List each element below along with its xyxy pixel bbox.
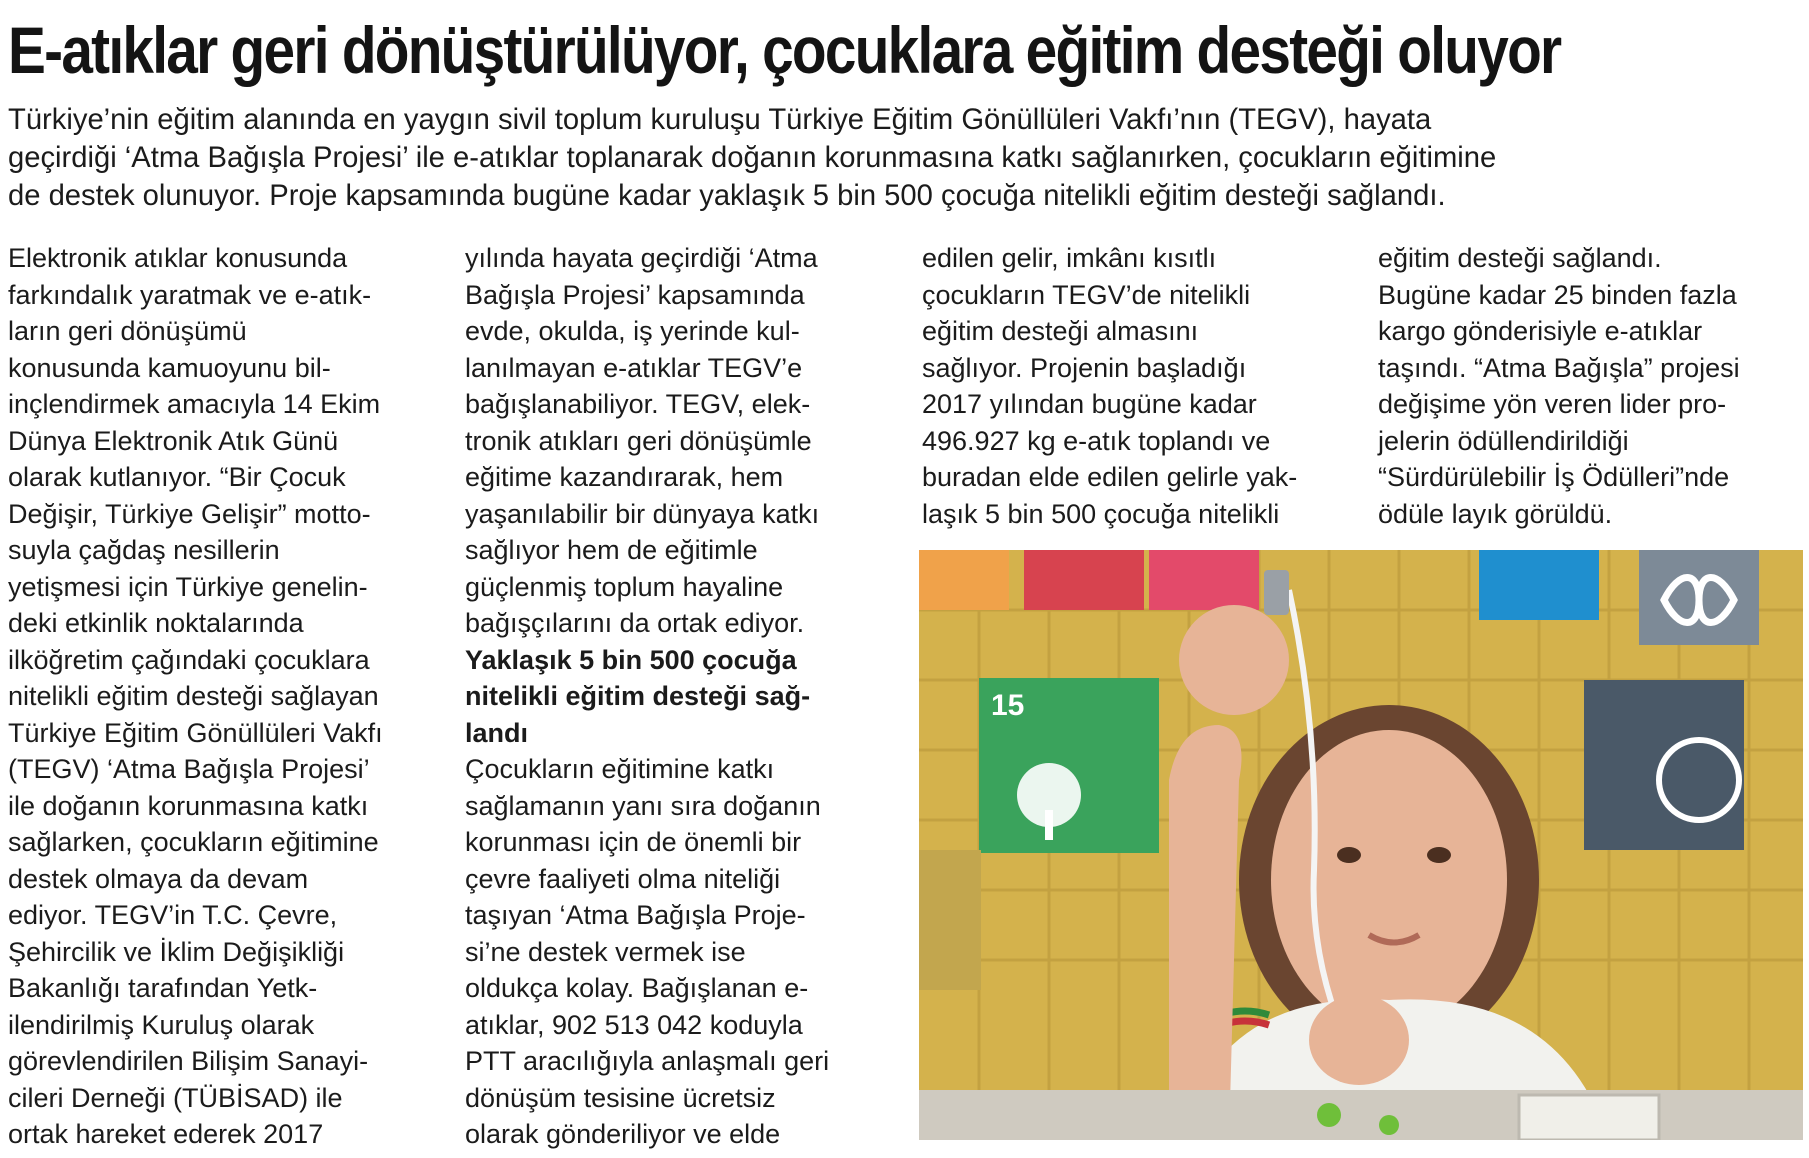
text-line: dönüşüm tesisine ücretsiz — [465, 1082, 776, 1113]
headline: E-atıklar geri dönüştürülüyor, çocuklara eğitim desteği oluyor — [8, 13, 1561, 87]
body-column-2 — [465, 240, 905, 1153]
text-line: atıklar, 902 513 042 koduyla — [465, 1009, 803, 1040]
text-line: 496.927 kg e-atık toplandı ve — [922, 425, 1271, 456]
text-line: Bağışla Projesi’ kapsamında — [465, 279, 805, 310]
text-line: ortak hareket ederek 2017 — [8, 1119, 324, 1149]
text-line: ların geri dönüşümü — [8, 316, 247, 346]
text-line: destek olmaya da devam — [8, 863, 309, 894]
text-line: taşıyan ‘Atma Bağışla Proje- — [465, 900, 806, 930]
text-line: olarak gönderiliyor ve elde — [465, 1119, 781, 1149]
text-line: yılında hayata geçirdiği ‘Atma — [465, 243, 818, 273]
text-line: “Sürdürülebilir İş Ödülleri”nde — [1378, 462, 1730, 492]
text-line: Elektronik atıklar konusunda — [8, 243, 348, 273]
text-line: (TEGV) ‘Atma Bağışla Projesi’ — [8, 754, 370, 784]
text-line: sağlıyor hem de eğitimle — [465, 535, 758, 565]
text-line: Yaklaşık 5 bin 500 çocuğa — [465, 644, 797, 675]
text-line: PTT aracılığıyla anlaşmalı geri — [465, 1046, 830, 1076]
text-line: taşındı. “Atma Bağışla” projesi — [1378, 352, 1740, 383]
text-line: eğitime kazandırarak, hem — [465, 462, 784, 492]
article-photo — [919, 550, 1803, 1140]
text-line: korunması için de önemli bir — [465, 827, 802, 857]
text-line: güçlenmiş toplum hayaline — [465, 571, 784, 602]
text-line: farkındalık yaratmak ve e-atık- — [8, 279, 372, 310]
column-2-text-top — [465, 240, 905, 642]
text-line: nitelikli eğitim desteği sağlayan — [8, 681, 379, 711]
text-line: Türkiye Eğitim Gönüllüleri Vakfı — [8, 717, 383, 748]
text-line: görevlendirilen Bilişim Sanayi- — [8, 1046, 369, 1076]
text-line: eğitim desteği sağlandı. — [1378, 243, 1662, 273]
text-line: nitelikli eğitim desteği sağ- — [465, 681, 811, 711]
text-line: Türkiye’nin eğitim alanında en yaygın sivil toplum kuruluşu Türkiye Eğitim Gönüllüleri Vakfı’nın (TEGV), hayata — [8, 104, 1432, 136]
cable-plug — [1264, 570, 1289, 615]
text-line: Bugüne kadar 25 binden fazla — [1378, 279, 1737, 310]
text-line: bağışlanabiliyor. TEGV, elek- — [465, 389, 811, 419]
child-hand — [1179, 605, 1289, 715]
text-line: cileri Derneği (TÜBİSAD) ile — [8, 1082, 343, 1113]
text-line: inçlendirmek amacıyla 14 Ekim — [8, 389, 381, 419]
child-other-hand — [1309, 995, 1409, 1085]
poster-pink — [1149, 550, 1259, 610]
text-line: suyla çağdaş nesillerin — [8, 535, 280, 565]
child-face — [1271, 730, 1507, 1030]
lead-paragraph — [8, 101, 1800, 215]
poster-blue — [1479, 550, 1599, 620]
text-line: bağışçılarını da ortak ediyor. — [465, 608, 805, 638]
text-line: ilendirilmiş Kuruluş olarak — [8, 1009, 315, 1040]
column-2-text-bottom — [465, 751, 905, 1153]
text-line: de destek olunuyor. Proje kapsamında bugüne kadar yaklaşık 5 bin 500 çocuğa nitelikli eğitim desteği sağlandı. — [8, 180, 1446, 212]
text-line: Değişir, Türkiye Gelişir” motto- — [8, 498, 371, 529]
text-line: si’ne destek vermek ise — [465, 936, 746, 967]
text-line: yaşanılabilir bir dünyaya katkı — [465, 498, 820, 529]
text-line: sağlarken, çocukların eğitimine — [8, 827, 379, 857]
poster-red — [1024, 550, 1144, 610]
text-line: oldukça kolay. Bağışlanan e- — [465, 973, 809, 1003]
text-line: yetişmesi için Türkiye genelin- — [8, 571, 368, 602]
text-line: Dünya Elektronik Atık Günü — [8, 425, 339, 456]
text-line: 2017 yılından bugüne kadar — [922, 389, 1257, 419]
text-line: edilen gelir, imkânı kısıtlı — [922, 243, 1217, 273]
text-line: ödüle layık görüldü. — [1378, 498, 1613, 529]
text-line: deki etkinlik noktalarında — [8, 608, 304, 638]
text-line: kargo gönderisiyle e-atıklar — [1378, 316, 1703, 346]
text-line: olarak kutlanıyor. “Bir Çocuk — [8, 462, 346, 492]
text-line: sağlamanın yanı sıra doğanın — [465, 790, 821, 821]
child-arm — [1169, 725, 1242, 1140]
text-line: Şehircilik ve İklim Değişikliği — [8, 936, 345, 967]
subheading — [465, 642, 905, 752]
text-line: geçirdiği ‘Atma Bağışla Projesi’ ile e-atıklar toplanarak doğanın korunmasına katkı sağlanırken, çocukların eğitimine — [8, 142, 1497, 174]
text-line: Çocukların eğitimine katkı — [465, 754, 775, 784]
text-line: Bakanlığı tarafından Yetk- — [8, 973, 318, 1003]
text-line: eğitim desteği almasını — [922, 316, 1199, 346]
text-line: buradan elde edilen gelirle yak- — [922, 462, 1298, 492]
body-column-4 — [1378, 240, 1798, 532]
text-line: değişime yön veren lider pro- — [1378, 389, 1727, 419]
text-line: çocukların TEGV’de nitelikli — [922, 279, 1251, 310]
child-with-cable-illustration — [919, 550, 1803, 1140]
text-line: jelerin ödüllendirildiği — [1378, 425, 1629, 456]
poster-orange — [919, 550, 1009, 610]
text-line: ile doğanın korunmasına katkı — [8, 790, 369, 821]
text-line: lanılmayan e-atıklar TEGV’e — [465, 352, 803, 383]
text-line: evde, okulda, iş yerinde kul- — [465, 316, 800, 346]
text-line: ilköğretim çağındaki çocuklara — [8, 644, 370, 675]
text-line: tronik atıkları geri dönüşümle — [465, 425, 812, 456]
poster-number: 15 — [991, 689, 1025, 722]
text-line: konusunda kamuoyunu bil- — [8, 352, 331, 383]
body-column-3 — [922, 240, 1362, 532]
body-column-1 — [8, 240, 448, 1153]
text-line: laşık 5 bin 500 çocuğa nitelikli — [922, 498, 1280, 529]
text-line: ediyor. TEGV’in T.C. Çevre, — [8, 900, 338, 930]
text-line: çevre faaliyeti olma niteliği — [465, 863, 781, 894]
text-line: landı — [465, 717, 529, 748]
text-line: sağlıyor. Projenin başladığı — [922, 352, 1247, 383]
